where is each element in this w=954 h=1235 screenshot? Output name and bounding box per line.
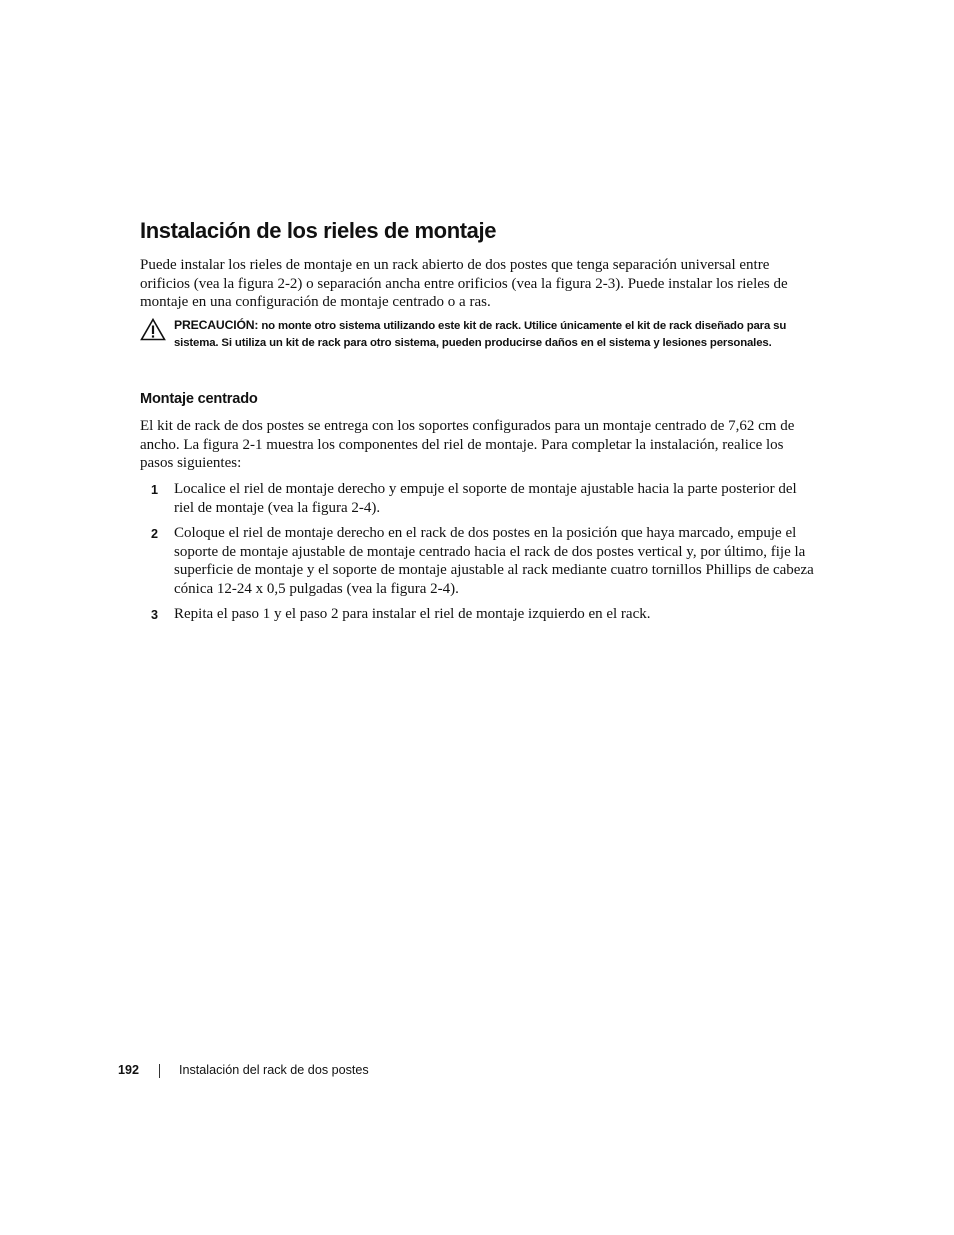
step-number: 2 [151,527,159,541]
caution-text [174,317,814,353]
intro-paragraph: Puede instalar los rieles de montaje en un rack abierto de dos postes que tenga separación universal entre orificios (vea la figura 2-2) o separación ancha entre orificios (vea la figura 2-3). Puede instalar los rieles de montaje en una configuración de montaje centrado o a ras. [140,257,788,310]
list-item [140,480,814,517]
footer-chapter-title: Instalación del rack de dos postes [179,1063,369,1077]
footer-divider [159,1064,160,1078]
step-number: 1 [151,483,159,497]
step-number: 3 [151,608,159,622]
caution-label: PRECAUCIÓN: [174,318,259,332]
steps-list [140,480,814,631]
warning-triangle-icon [140,318,166,341]
section-paragraph: El kit de rack de dos postes se entrega con los soportes configurados para un montaje centrado de 7,62 cm de ancho. La figura 2-1 muestra los componentes del riel de montaje. Para completar la instalación, realice los pasos siguientes: [140,418,795,471]
step-text: Localice el riel de montaje derecho y empuje el soporte de montaje ajustable hacia la parte posterior del riel de montaje (vea la figura 2-4). [174,481,797,516]
caution-notice [140,317,812,373]
page-footer [0,1060,954,1082]
list-item [140,605,814,624]
step-text: Repita el paso 1 y el paso 2 para instalar el riel de montaje izquierdo en el rack. [174,606,651,622]
section-heading: Montaje centrado [140,391,258,407]
caution-message: no monte otro sistema utilizando este kit de rack. Utilice únicamente el kit de rack diseñado para su sistema. Si utiliza un kit de rack para otro sistema, pueden producirse daños en el sistema y lesiones personales. [174,320,787,350]
list-item [140,524,814,598]
page-title: Instalación de los rieles de montaje [140,218,497,243]
page-number: 192 [118,1063,140,1077]
step-text: Coloque el riel de montaje derecho en el rack de dos postes en la posición que haya marcado, empuje el soporte de montaje ajustable de montaje centrado hacia el rack de dos postes vertical y, por último, fije la superficie de montaje y el soporte de montaje ajustable al rack mediante cuatro tornillos Phillips de cabeza cónica 12-24 x 0,5 pulgadas (vea la figura 2-4). [174,525,814,597]
